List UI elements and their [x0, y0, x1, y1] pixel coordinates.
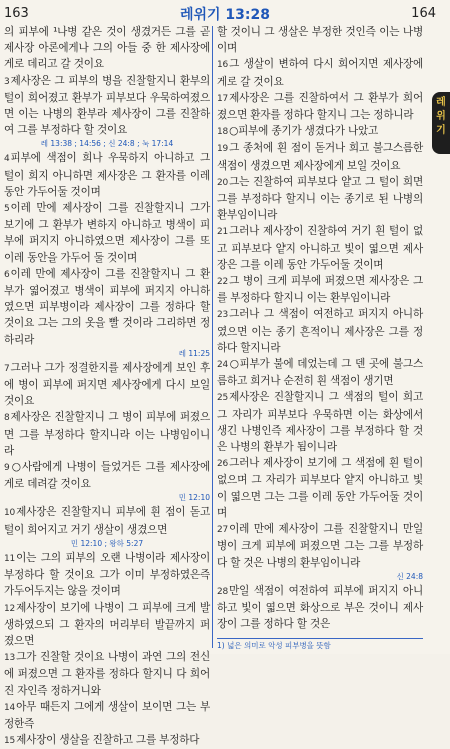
verse [217, 90, 423, 123]
verse-number: 14 [4, 702, 16, 713]
page-header [0, 0, 450, 26]
verse-text: 그가 진찰할 것이요 나병이 과연 그의 전신에 퍼졌으면 그 환자를 정하다 할지니 다 희어진 자인즉 정하거니와 [4, 651, 210, 697]
verse [217, 389, 423, 455]
verse-text: 그러나 제사장이 진찰하여 거기 흰 털이 없고 피부보다 얕지 아니하고 빛이 엷으면 제사장은 그를 이레 동안 가두어둘 것이며 [217, 225, 423, 271]
verse [217, 24, 423, 56]
verse-number: 12 [4, 603, 16, 614]
verse [217, 455, 423, 521]
verse [4, 360, 210, 410]
verse-text: ○피부에 종기가 생겼다가 나았고 [229, 125, 379, 138]
verse-number: 16 [217, 60, 229, 71]
verse-number: 11 [4, 553, 16, 564]
verse [4, 459, 210, 492]
verse-text: 제사장이 보기에 나병이 그 피부에 크게 발생하였으되 그 환자의 머리부터 발끝까지 퍼졌으면 [4, 601, 210, 647]
verse-number: 8 [4, 413, 10, 424]
verse-number: 17 [217, 93, 229, 104]
verse-text: 할 것이니 그 생살은 부정한 것인즉 이는 나병이며 [217, 26, 423, 55]
verse-number: 20 [217, 177, 229, 188]
verse [217, 140, 423, 173]
verse-number: 3 [4, 76, 10, 87]
verse-number: 27 [217, 525, 229, 536]
left-page-number: 163 [4, 6, 29, 21]
verse [4, 550, 210, 600]
verse-text: 제사장은 진찰할지니 그 색점의 털이 희고 그 자리가 피부보다 우묵하면 이는 화상에서 생긴 나병인즉 제사장이 그를 부정하다 할 것은 나병의 환부가 됨이니라 [217, 391, 423, 454]
book-tab[interactable] [432, 92, 450, 154]
verse-number: 9 [4, 463, 10, 474]
verse-number: 22 [217, 277, 229, 288]
verse-number: 6 [4, 269, 10, 280]
verse-number: 4 [4, 154, 10, 165]
verse-text: 그러나 제사장이 보기에 그 색점에 흰 털이 없으며 그 자리가 피부보다 얕지 아니하고 빛이 엷으면 그는 그를 이레 동안 가두어둘 것이며 [217, 457, 423, 519]
verse-text: 이레 만에 제사장이 그를 진찰할지니 만일 병이 크게 피부에 퍼졌으면 그는 그를 부정하다 할 것은 나병의 환부임이니라 [217, 523, 423, 569]
cross-reference: 민 12:10 [178, 493, 210, 503]
verse-number: 25 [217, 393, 229, 404]
verse-text: 그러나 그 색점이 여전하고 퍼지지 아니하였으면 이는 종기 흔적이니 제사장은 그를 정하다 할지니라 [217, 308, 423, 354]
verse-number: 18 [217, 127, 229, 138]
verse-text: 이는 그의 피부의 오랜 나병이라 제사장이 부정하다 할 것이요 그가 이미 부정하였은즉 가두어두지는 않을 것이며 [4, 551, 210, 598]
verse-number: 5 [4, 204, 10, 215]
verse [4, 409, 210, 459]
verse-text: 아무 때든지 그에게 생살이 보이면 그는 부정한즉 [4, 700, 210, 730]
verse [4, 73, 210, 139]
verse [217, 306, 423, 356]
verse [217, 56, 423, 89]
verse [217, 521, 423, 571]
verse [4, 699, 210, 732]
verse [4, 649, 210, 699]
verse-text: 의 피부에 ¹나병 같은 것이 생겼거든 그를 곧 제사장 아론에게나 그의 아들 중 한 제사장에게로 데리고 갈 것이요 [4, 26, 210, 71]
verse-number: 21 [217, 227, 229, 238]
right-column [217, 24, 423, 650]
running-title: 레위기 13:28 [179, 7, 270, 23]
verse-text: 제사장은 진찰할지니 그 병이 피부에 퍼졌으면 그를 부정하다 할지니라 이는 나병임이니라 [4, 411, 210, 457]
verse [217, 223, 423, 273]
cross-reference: 레 13:38 ; 14:56 ; 신 24:8 ; 눅 17:14 [40, 139, 174, 149]
verse-number: 24 [217, 360, 229, 371]
verse-number: 28 [217, 586, 229, 597]
verse-text: ○사람에게 나병이 들었거든 그를 제사장에게로 데려갈 것이요 [4, 461, 210, 491]
footnote: 1) 넓은 의미로 악성 피부병을 뜻함 [217, 638, 423, 651]
column-divider [212, 26, 213, 648]
verse [4, 266, 210, 348]
cross-reference: 민 12:10 ; 왕하 5:27 [70, 538, 144, 548]
verse-text: 만일 색점이 여전하여 피부에 퍼지지 아니하고 빛이 엷으면 화상으로 부은 것이니 제사장이 그를 정하다 할 것은 [217, 584, 423, 631]
verse-text: 제사장은 진찰할지니 피부에 흰 점이 돋고 털이 희어지고 거기 생살이 생겼으면 [4, 506, 210, 536]
verse [217, 174, 423, 224]
verse [217, 123, 423, 140]
right-page-number: 164 [411, 6, 436, 21]
verse-text: 그는 진찰하여 피부보다 얕고 그 털이 희면 그를 부정하다 할지니 이는 종기로 된 나병의 환부임이니라 [217, 175, 423, 222]
verse [217, 273, 423, 306]
verse [4, 150, 210, 200]
cross-reference: 신 24:8 [396, 571, 423, 581]
verse [217, 356, 423, 389]
verse-text: 제사장은 그 피부의 병을 진찰할지니 환부의 털이 희어졌고 환부가 피부보다 우묵하여졌으면 이는 나병의 환부라 제사장이 그를 진찰하여 그를 부정하다 할 것이요 [4, 74, 210, 137]
left-column [4, 24, 210, 747]
verse-number: 7 [4, 363, 10, 374]
verse-text: ○피부가 불에 데었는데 그 덴 곳에 불그스름하고 희거나 순전히 흰 색점이 생기면 [217, 358, 423, 388]
verse [4, 600, 210, 650]
verse-text: 그러나 그가 정결한지를 제사장에게 보인 후에 병이 피부에 퍼지면 제사장에게 다시 보일 것이요 [4, 361, 210, 408]
book-tab-label: 레위기 [436, 97, 446, 136]
verse-text: 그 종처에 흰 점이 돋거나 희고 불그스름한 색점이 생겼으면 제사장에게 보일 것이요 [217, 142, 423, 172]
verse-number: 26 [217, 459, 229, 470]
verse-number: 15 [4, 736, 16, 747]
verse-text: 피부에 색점이 희나 우묵하지 아니하고 그 털이 희지 아니하면 제사장은 그 환자를 이레 동안 가두어둘 것이며 [4, 152, 210, 198]
verse [4, 200, 210, 266]
verse-text: 그 생살이 변하여 다시 희어지면 제사장에게로 갈 것이요 [217, 58, 423, 88]
verse [4, 732, 210, 749]
verse-text: 제사장이 생살을 진찰하고 그를 부정하다 [16, 734, 200, 747]
verse-text: 이레 만에 제사장이 그를 진찰할지니 그 환부가 엷어졌고 병색이 피부에 퍼지지 아니하였으면 피부병이라 제사장이 그를 정하다 할 것이요 그는 그의 옷을 빨 것이라 그리하면 정하리라 [4, 267, 210, 346]
verse-text: 제사장은 그를 진찰하여서 그 환부가 희어졌으면 환자를 정하다 할지니 그는 정하니라 [217, 91, 423, 122]
verse-number: 23 [217, 310, 229, 321]
verse-text: 이레 만에 제사장이 그를 진찰할지니 그가 보기에 그 환부가 변하지 아니하고 병색이 피부에 퍼지지 아니하였으면 제사장이 그를 또 이레 동안을 가두어 둘 것이며 [4, 202, 210, 264]
verse-number: 13 [4, 653, 16, 664]
verse-number: 19 [217, 144, 229, 155]
verse [4, 24, 210, 73]
verse-text: 그 병이 크게 피부에 퍼졌으면 제사장은 그를 부정하다 할지니 이는 환부임이니라 [217, 275, 423, 305]
verse-number: 10 [4, 508, 16, 519]
cross-reference: 레 11:25 [178, 348, 210, 358]
verse [217, 583, 423, 633]
verse [4, 504, 210, 537]
